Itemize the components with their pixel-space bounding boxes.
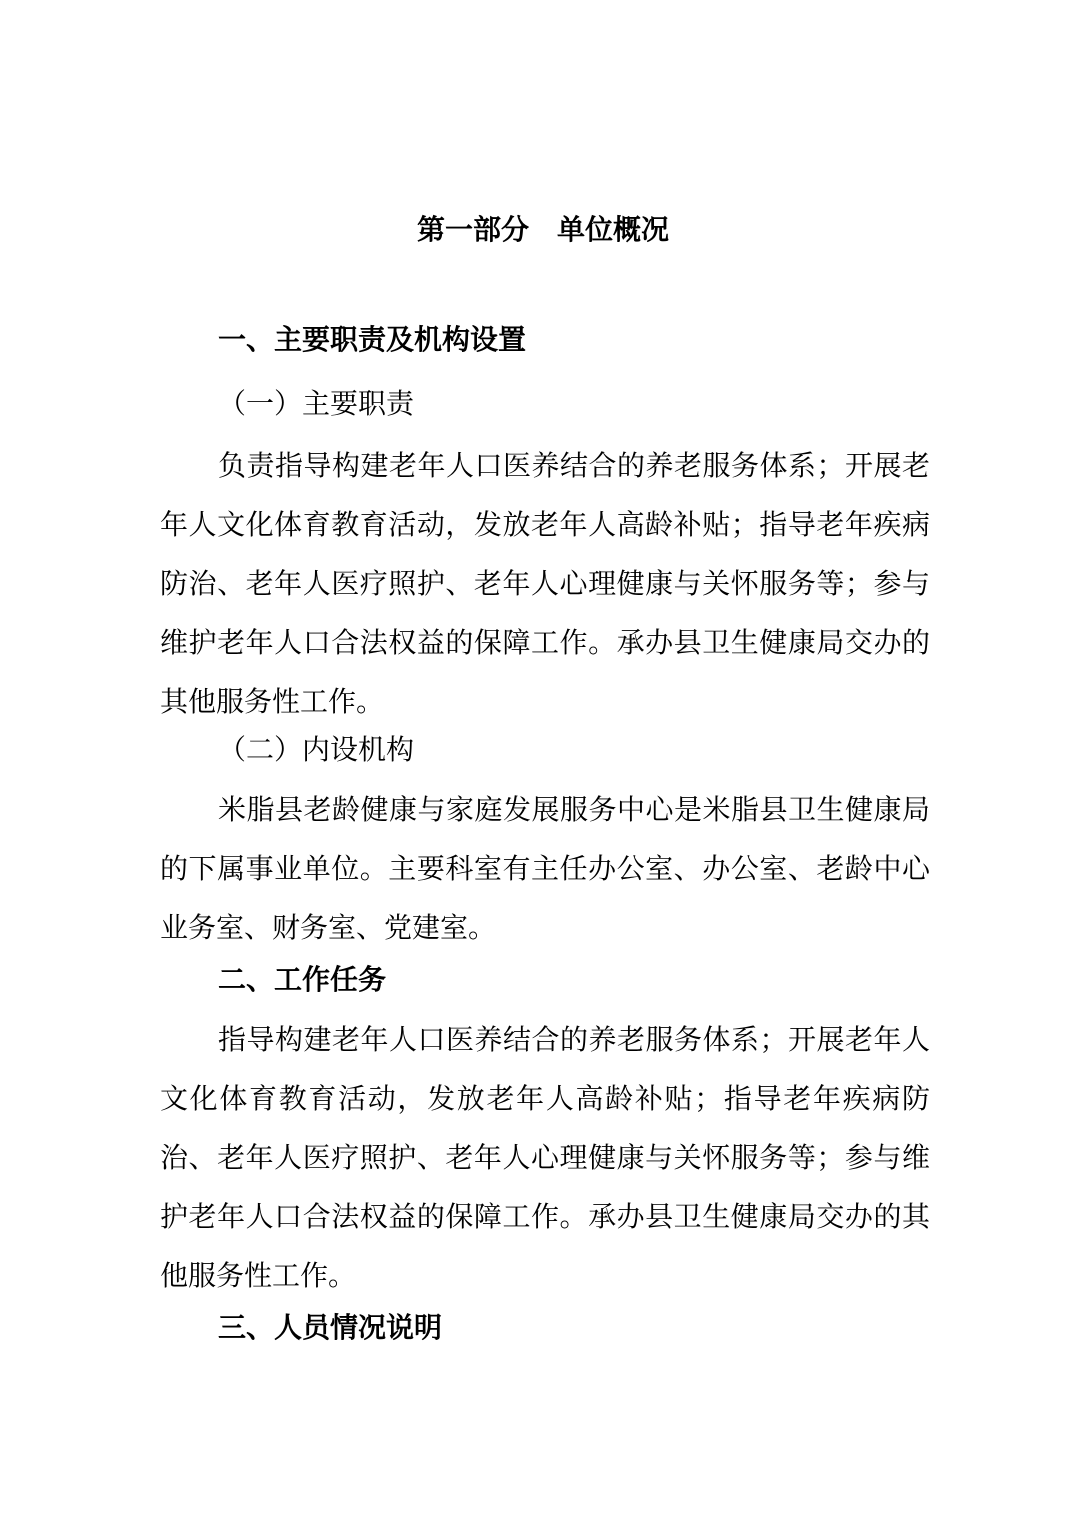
section-heading-work-tasks: 二、工作任务 [218,963,387,996]
paragraph-internal-structure: 米脂县老龄健康与家庭发展服务中心是米脂县卫生健康局的下属事业单位。主要科室有主任办公室、办公室、老龄中心业务室、财务室、党建室。 [160,793,930,944]
subheading-internal-structure: （二）内设机构 [218,733,415,766]
section-heading-staff: 三、人员情况说明 [218,1311,443,1344]
paragraph-work-tasks: 指导构建老年人口医养结合的养老服务体系；开展老年人文化体育教育活动，发放老年人高龄补贴；指导老年疾病防治、老年人医疗照护、老年人心理健康与关怀服务等；参与维护老年人口合法权益的保障工作。承办县卫生健康局交办的其他服务性工作。 [160,1023,930,1292]
page-title: 第一部分 单位概况 [416,213,669,246]
section-heading-duties-structure: 一、主要职责及机构设置 [218,323,527,356]
subheading-main-duties: （一）主要职责 [218,387,415,420]
paragraph-main-duties: 负责指导构建老年人口医养结合的养老服务体系；开展老年人文化体育教育活动，发放老年人高龄补贴；指导老年疾病防治、老年人医疗照护、老年人心理健康与关怀服务等；参与维护老年人口合法权益的保障工作。承办县卫生健康局交办的其他服务性工作。 [160,449,930,718]
